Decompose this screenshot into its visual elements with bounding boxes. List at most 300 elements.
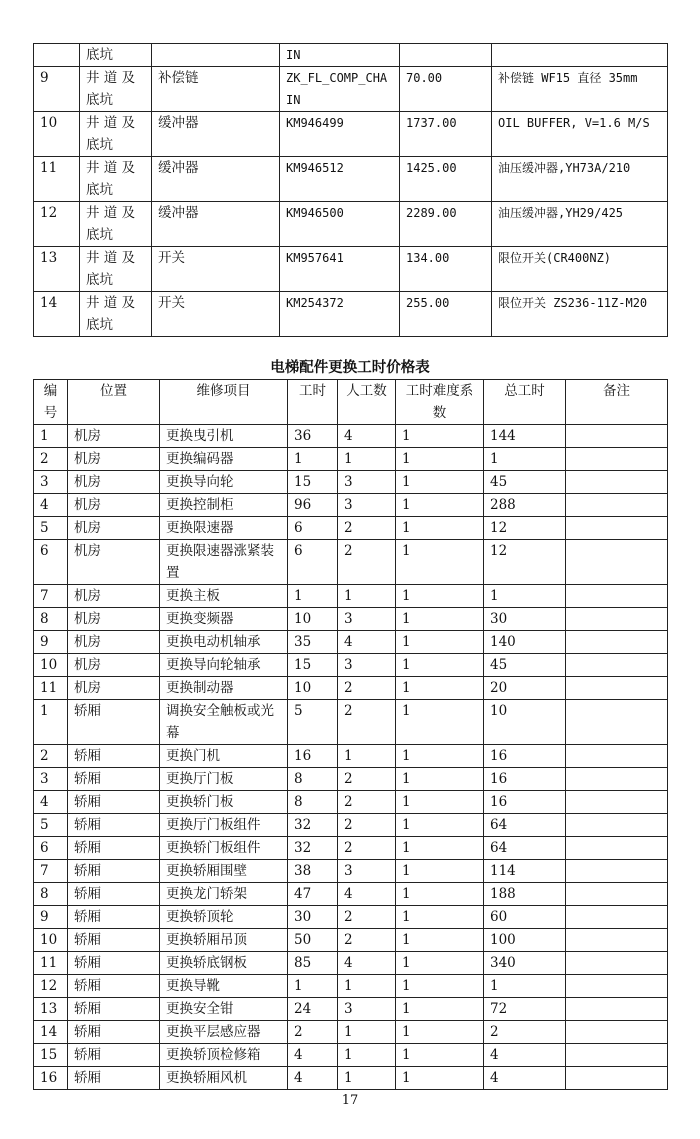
cell-hours: 8 bbox=[288, 768, 338, 791]
cell-repair-item: 更换限速器涨紧装置 bbox=[160, 540, 288, 585]
cell-hours: 32 bbox=[288, 814, 338, 837]
cell-workers: 1 bbox=[338, 1021, 396, 1044]
cell-workers: 3 bbox=[338, 860, 396, 883]
cell-no: 4 bbox=[34, 791, 68, 814]
cell-hours: 96 bbox=[288, 494, 338, 517]
cell-workers: 2 bbox=[338, 540, 396, 585]
cell-no: 11 bbox=[34, 952, 68, 975]
cell-total-hours: 10 bbox=[484, 700, 566, 745]
cell-note bbox=[566, 471, 668, 494]
cell-no: 8 bbox=[34, 883, 68, 906]
cell-location: 轿厢 bbox=[68, 814, 160, 837]
cell-workers: 3 bbox=[338, 471, 396, 494]
cell-location: 机房 bbox=[68, 677, 160, 700]
cell-note bbox=[566, 677, 668, 700]
cell-location: 机房 bbox=[68, 631, 160, 654]
cell-workers: 1 bbox=[338, 1067, 396, 1090]
cell-no: 3 bbox=[34, 471, 68, 494]
cell-note bbox=[566, 768, 668, 791]
cell-total-hours: 188 bbox=[484, 883, 566, 906]
cell-workers: 2 bbox=[338, 814, 396, 837]
cell-location: 井 道 及 底坑 bbox=[80, 67, 152, 112]
table-row bbox=[34, 608, 668, 631]
cell-workers: 4 bbox=[338, 425, 396, 448]
cell-part-code: ZK_FL_COMP_CHA IN bbox=[280, 67, 400, 112]
cell-no: 2 bbox=[34, 448, 68, 471]
cell-total-hours: 144 bbox=[484, 425, 566, 448]
table-row bbox=[34, 517, 668, 540]
cell-note bbox=[566, 906, 668, 929]
cell-no: 15 bbox=[34, 1044, 68, 1067]
cell-workers: 1 bbox=[338, 745, 396, 768]
cell-hours: 50 bbox=[288, 929, 338, 952]
cell-price: 70.00 bbox=[400, 67, 492, 112]
cell-hours: 4 bbox=[288, 1044, 338, 1067]
cell-note bbox=[566, 585, 668, 608]
cell-difficulty: 1 bbox=[396, 860, 484, 883]
cell-workers: 3 bbox=[338, 494, 396, 517]
table-row bbox=[34, 998, 668, 1021]
cell-no: 13 bbox=[34, 247, 80, 292]
cell-no: 1 bbox=[34, 425, 68, 448]
cell-difficulty: 1 bbox=[396, 814, 484, 837]
cell-location: 井 道 及 底坑 bbox=[80, 292, 152, 337]
table-row bbox=[34, 494, 668, 517]
cell-note bbox=[566, 700, 668, 745]
cell-price: 2289.00 bbox=[400, 202, 492, 247]
cell-location: 轿厢 bbox=[68, 1044, 160, 1067]
cell-description bbox=[492, 44, 668, 67]
cell-workers: 3 bbox=[338, 608, 396, 631]
cell-note bbox=[566, 814, 668, 837]
cell-no: 7 bbox=[34, 860, 68, 883]
table-row bbox=[34, 814, 668, 837]
cell-difficulty: 1 bbox=[396, 906, 484, 929]
cell-location: 轿厢 bbox=[68, 791, 160, 814]
labor-table-body bbox=[34, 425, 668, 1090]
cell-no bbox=[34, 44, 80, 67]
table-row bbox=[34, 44, 668, 67]
cell-repair-item: 更换导向轮 bbox=[160, 471, 288, 494]
header-difficulty: 工时难度系数 bbox=[396, 380, 484, 425]
cell-difficulty: 1 bbox=[396, 998, 484, 1021]
cell-difficulty: 1 bbox=[396, 494, 484, 517]
cell-repair-item: 更换轿厢风机 bbox=[160, 1067, 288, 1090]
cell-part-code: KM946499 bbox=[280, 112, 400, 157]
cell-note bbox=[566, 608, 668, 631]
cell-item: 缓冲器 bbox=[152, 112, 280, 157]
cell-total-hours: 140 bbox=[484, 631, 566, 654]
cell-total-hours: 1 bbox=[484, 975, 566, 998]
cell-difficulty: 1 bbox=[396, 1044, 484, 1067]
cell-description: 补偿链 WF15 直径 35mm bbox=[492, 67, 668, 112]
cell-location: 轿厢 bbox=[68, 768, 160, 791]
cell-item: 缓冲器 bbox=[152, 157, 280, 202]
cell-location: 机房 bbox=[68, 654, 160, 677]
cell-no: 1 bbox=[34, 700, 68, 745]
cell-no: 3 bbox=[34, 768, 68, 791]
header-no: 编号 bbox=[34, 380, 68, 425]
cell-hours: 4 bbox=[288, 1067, 338, 1090]
page-number: 17 bbox=[341, 1093, 359, 1108]
cell-repair-item: 更换变频器 bbox=[160, 608, 288, 631]
cell-note bbox=[566, 425, 668, 448]
table-row bbox=[34, 67, 668, 112]
cell-no: 6 bbox=[34, 837, 68, 860]
cell-note bbox=[566, 860, 668, 883]
cell-repair-item: 更换轿底钢板 bbox=[160, 952, 288, 975]
cell-price: 255.00 bbox=[400, 292, 492, 337]
cell-part-code: KM254372 bbox=[280, 292, 400, 337]
cell-location: 轿厢 bbox=[68, 1021, 160, 1044]
cell-location: 机房 bbox=[68, 585, 160, 608]
table-row bbox=[34, 654, 668, 677]
table-row bbox=[34, 247, 668, 292]
cell-difficulty: 1 bbox=[396, 448, 484, 471]
cell-total-hours: 45 bbox=[484, 471, 566, 494]
cell-price bbox=[400, 44, 492, 67]
table-row bbox=[34, 1044, 668, 1067]
cell-location: 机房 bbox=[68, 517, 160, 540]
cell-total-hours: 1 bbox=[484, 585, 566, 608]
cell-no: 7 bbox=[34, 585, 68, 608]
cell-difficulty: 1 bbox=[396, 471, 484, 494]
cell-no: 9 bbox=[34, 631, 68, 654]
cell-hours: 6 bbox=[288, 540, 338, 585]
table-row bbox=[34, 929, 668, 952]
cell-total-hours: 16 bbox=[484, 791, 566, 814]
cell-note bbox=[566, 1044, 668, 1067]
table-row bbox=[34, 292, 668, 337]
cell-workers: 2 bbox=[338, 791, 396, 814]
cell-difficulty: 1 bbox=[396, 677, 484, 700]
cell-note bbox=[566, 998, 668, 1021]
header-hours: 工时 bbox=[288, 380, 338, 425]
cell-repair-item: 更换导靴 bbox=[160, 975, 288, 998]
cell-workers: 1 bbox=[338, 585, 396, 608]
cell-difficulty: 1 bbox=[396, 1067, 484, 1090]
cell-location: 轿厢 bbox=[68, 860, 160, 883]
cell-total-hours: 114 bbox=[484, 860, 566, 883]
table-row bbox=[34, 700, 668, 745]
cell-repair-item: 更换曳引机 bbox=[160, 425, 288, 448]
cell-price: 1737.00 bbox=[400, 112, 492, 157]
cell-hours: 5 bbox=[288, 700, 338, 745]
cell-total-hours: 4 bbox=[484, 1044, 566, 1067]
cell-note bbox=[566, 952, 668, 975]
cell-location: 井 道 及 底坑 bbox=[80, 112, 152, 157]
cell-total-hours: 45 bbox=[484, 654, 566, 677]
table-row bbox=[34, 677, 668, 700]
table-row bbox=[34, 471, 668, 494]
cell-location: 轿厢 bbox=[68, 837, 160, 860]
cell-total-hours: 60 bbox=[484, 906, 566, 929]
cell-repair-item: 更换门机 bbox=[160, 745, 288, 768]
cell-repair-item: 更换安全钳 bbox=[160, 998, 288, 1021]
cell-workers: 2 bbox=[338, 517, 396, 540]
cell-total-hours: 72 bbox=[484, 998, 566, 1021]
cell-difficulty: 1 bbox=[396, 745, 484, 768]
cell-location: 机房 bbox=[68, 608, 160, 631]
cell-location: 井 道 及 底坑 bbox=[80, 157, 152, 202]
cell-workers: 2 bbox=[338, 700, 396, 745]
cell-total-hours: 4 bbox=[484, 1067, 566, 1090]
cell-difficulty: 1 bbox=[396, 791, 484, 814]
cell-location: 轿厢 bbox=[68, 998, 160, 1021]
table-row bbox=[34, 157, 668, 202]
cell-workers: 2 bbox=[338, 768, 396, 791]
table-row bbox=[34, 585, 668, 608]
cell-description: 油压缓冲器,YH73A/210 bbox=[492, 157, 668, 202]
cell-hours: 1 bbox=[288, 448, 338, 471]
table-row bbox=[34, 745, 668, 768]
cell-note bbox=[566, 494, 668, 517]
cell-no: 12 bbox=[34, 202, 80, 247]
cell-total-hours: 1 bbox=[484, 448, 566, 471]
cell-hours: 16 bbox=[288, 745, 338, 768]
cell-hours: 24 bbox=[288, 998, 338, 1021]
cell-difficulty: 1 bbox=[396, 517, 484, 540]
cell-note bbox=[566, 1021, 668, 1044]
header-repair-item: 维修项目 bbox=[160, 380, 288, 425]
table-row bbox=[34, 975, 668, 998]
cell-location: 机房 bbox=[68, 471, 160, 494]
cell-no: 6 bbox=[34, 540, 68, 585]
cell-note bbox=[566, 448, 668, 471]
cell-note bbox=[566, 654, 668, 677]
cell-workers: 2 bbox=[338, 677, 396, 700]
cell-total-hours: 20 bbox=[484, 677, 566, 700]
cell-no: 9 bbox=[34, 906, 68, 929]
cell-total-hours: 100 bbox=[484, 929, 566, 952]
cell-hours: 15 bbox=[288, 654, 338, 677]
cell-hours: 6 bbox=[288, 517, 338, 540]
parts-table-body bbox=[34, 44, 668, 337]
labor-table-title: 电梯配件更换工时价格表 bbox=[270, 360, 430, 376]
cell-workers: 1 bbox=[338, 1044, 396, 1067]
cell-location: 轿厢 bbox=[68, 700, 160, 745]
cell-difficulty: 1 bbox=[396, 425, 484, 448]
cell-repair-item: 调换安全触板或光幕 bbox=[160, 700, 288, 745]
cell-difficulty: 1 bbox=[396, 654, 484, 677]
cell-difficulty: 1 bbox=[396, 929, 484, 952]
cell-no: 2 bbox=[34, 745, 68, 768]
cell-repair-item: 更换制动器 bbox=[160, 677, 288, 700]
table-row bbox=[34, 1021, 668, 1044]
cell-repair-item: 更换轿顶检修箱 bbox=[160, 1044, 288, 1067]
cell-difficulty: 1 bbox=[396, 837, 484, 860]
table-row bbox=[34, 883, 668, 906]
cell-location: 轿厢 bbox=[68, 929, 160, 952]
cell-part-code: IN bbox=[280, 44, 400, 67]
cell-hours: 36 bbox=[288, 425, 338, 448]
cell-difficulty: 1 bbox=[396, 700, 484, 745]
cell-repair-item: 更换导向轮轴承 bbox=[160, 654, 288, 677]
cell-repair-item: 更换轿门板 bbox=[160, 791, 288, 814]
header-note: 备注 bbox=[566, 380, 668, 425]
table-row bbox=[34, 425, 668, 448]
cell-total-hours: 12 bbox=[484, 517, 566, 540]
cell-total-hours: 16 bbox=[484, 768, 566, 791]
cell-total-hours: 30 bbox=[484, 608, 566, 631]
cell-workers: 1 bbox=[338, 448, 396, 471]
cell-note bbox=[566, 883, 668, 906]
table-row bbox=[34, 768, 668, 791]
cell-note bbox=[566, 1067, 668, 1090]
cell-no: 14 bbox=[34, 1021, 68, 1044]
cell-workers: 4 bbox=[338, 952, 396, 975]
cell-item bbox=[152, 44, 280, 67]
cell-no: 8 bbox=[34, 608, 68, 631]
cell-no: 5 bbox=[34, 814, 68, 837]
cell-location: 机房 bbox=[68, 540, 160, 585]
cell-location: 井 道 及 底坑 bbox=[80, 202, 152, 247]
table-row bbox=[34, 540, 668, 585]
cell-hours: 30 bbox=[288, 906, 338, 929]
cell-difficulty: 1 bbox=[396, 975, 484, 998]
table-row bbox=[34, 448, 668, 471]
table-row bbox=[34, 631, 668, 654]
cell-repair-item: 更换厅门板组件 bbox=[160, 814, 288, 837]
cell-workers: 4 bbox=[338, 883, 396, 906]
cell-item: 补偿链 bbox=[152, 67, 280, 112]
cell-hours: 2 bbox=[288, 1021, 338, 1044]
cell-repair-item: 更换电动机轴承 bbox=[160, 631, 288, 654]
cell-no: 13 bbox=[34, 998, 68, 1021]
cell-note bbox=[566, 975, 668, 998]
cell-location: 机房 bbox=[68, 494, 160, 517]
cell-repair-item: 更换轿厢吊顶 bbox=[160, 929, 288, 952]
cell-hours: 10 bbox=[288, 677, 338, 700]
cell-description: 限位开关(CR400NZ) bbox=[492, 247, 668, 292]
cell-no: 11 bbox=[34, 157, 80, 202]
cell-difficulty: 1 bbox=[396, 952, 484, 975]
cell-location: 轿厢 bbox=[68, 883, 160, 906]
cell-location: 井 道 及 底坑 bbox=[80, 247, 152, 292]
cell-repair-item: 更换厅门板 bbox=[160, 768, 288, 791]
cell-description: 限位开关 ZS236-11Z-M20 bbox=[492, 292, 668, 337]
cell-location: 机房 bbox=[68, 425, 160, 448]
table-row bbox=[34, 906, 668, 929]
cell-workers: 2 bbox=[338, 929, 396, 952]
cell-hours: 85 bbox=[288, 952, 338, 975]
table-row bbox=[34, 860, 668, 883]
cell-difficulty: 1 bbox=[396, 1021, 484, 1044]
cell-no: 9 bbox=[34, 67, 80, 112]
cell-difficulty: 1 bbox=[396, 540, 484, 585]
cell-part-code: KM946500 bbox=[280, 202, 400, 247]
cell-note bbox=[566, 929, 668, 952]
cell-workers: 3 bbox=[338, 998, 396, 1021]
cell-no: 14 bbox=[34, 292, 80, 337]
table-row bbox=[34, 791, 668, 814]
cell-no: 12 bbox=[34, 975, 68, 998]
cell-total-hours: 16 bbox=[484, 745, 566, 768]
cell-hours: 10 bbox=[288, 608, 338, 631]
table-row bbox=[34, 1067, 668, 1090]
cell-price: 1425.00 bbox=[400, 157, 492, 202]
cell-repair-item: 更换轿顶轮 bbox=[160, 906, 288, 929]
cell-location: 轿厢 bbox=[68, 952, 160, 975]
cell-difficulty: 1 bbox=[396, 631, 484, 654]
cell-hours: 47 bbox=[288, 883, 338, 906]
cell-repair-item: 更换控制柜 bbox=[160, 494, 288, 517]
cell-no: 5 bbox=[34, 517, 68, 540]
cell-hours: 8 bbox=[288, 791, 338, 814]
table-row bbox=[34, 837, 668, 860]
cell-hours: 35 bbox=[288, 631, 338, 654]
cell-workers: 3 bbox=[338, 654, 396, 677]
cell-part-code: KM946512 bbox=[280, 157, 400, 202]
table-row bbox=[34, 952, 668, 975]
cell-workers: 2 bbox=[338, 837, 396, 860]
cell-location: 机房 bbox=[68, 448, 160, 471]
cell-no: 10 bbox=[34, 112, 80, 157]
cell-hours: 32 bbox=[288, 837, 338, 860]
cell-note bbox=[566, 791, 668, 814]
cell-location: 轿厢 bbox=[68, 745, 160, 768]
cell-total-hours: 12 bbox=[484, 540, 566, 585]
cell-note bbox=[566, 517, 668, 540]
cell-hours: 1 bbox=[288, 975, 338, 998]
header-total-hours: 总工时 bbox=[484, 380, 566, 425]
cell-hours: 15 bbox=[288, 471, 338, 494]
labor-table-header-row bbox=[34, 380, 668, 425]
cell-note bbox=[566, 745, 668, 768]
parts-price-table bbox=[33, 43, 668, 337]
cell-no: 4 bbox=[34, 494, 68, 517]
cell-item: 开关 bbox=[152, 292, 280, 337]
cell-repair-item: 更换龙门轿架 bbox=[160, 883, 288, 906]
table-row bbox=[34, 112, 668, 157]
cell-total-hours: 64 bbox=[484, 837, 566, 860]
cell-note bbox=[566, 540, 668, 585]
cell-price: 134.00 bbox=[400, 247, 492, 292]
cell-total-hours: 64 bbox=[484, 814, 566, 837]
cell-part-code: KM957641 bbox=[280, 247, 400, 292]
cell-no: 10 bbox=[34, 929, 68, 952]
cell-total-hours: 340 bbox=[484, 952, 566, 975]
cell-location: 轿厢 bbox=[68, 975, 160, 998]
cell-difficulty: 1 bbox=[396, 883, 484, 906]
cell-workers: 1 bbox=[338, 975, 396, 998]
cell-no: 10 bbox=[34, 654, 68, 677]
header-location: 位置 bbox=[68, 380, 160, 425]
cell-difficulty: 1 bbox=[396, 608, 484, 631]
cell-repair-item: 更换编码器 bbox=[160, 448, 288, 471]
cell-location: 底坑 bbox=[80, 44, 152, 67]
header-workers: 人工数 bbox=[338, 380, 396, 425]
table-row bbox=[34, 202, 668, 247]
cell-workers: 2 bbox=[338, 906, 396, 929]
cell-workers: 4 bbox=[338, 631, 396, 654]
cell-no: 16 bbox=[34, 1067, 68, 1090]
cell-note bbox=[566, 631, 668, 654]
cell-repair-item: 更换轿厢围壁 bbox=[160, 860, 288, 883]
cell-hours: 1 bbox=[288, 585, 338, 608]
cell-total-hours: 2 bbox=[484, 1021, 566, 1044]
cell-item: 缓冲器 bbox=[152, 202, 280, 247]
cell-repair-item: 更换限速器 bbox=[160, 517, 288, 540]
cell-item: 开关 bbox=[152, 247, 280, 292]
cell-difficulty: 1 bbox=[396, 768, 484, 791]
cell-hours: 38 bbox=[288, 860, 338, 883]
cell-note bbox=[566, 837, 668, 860]
cell-repair-item: 更换主板 bbox=[160, 585, 288, 608]
cell-location: 轿厢 bbox=[68, 906, 160, 929]
cell-repair-item: 更换平层感应器 bbox=[160, 1021, 288, 1044]
labor-hours-table bbox=[33, 379, 668, 1090]
